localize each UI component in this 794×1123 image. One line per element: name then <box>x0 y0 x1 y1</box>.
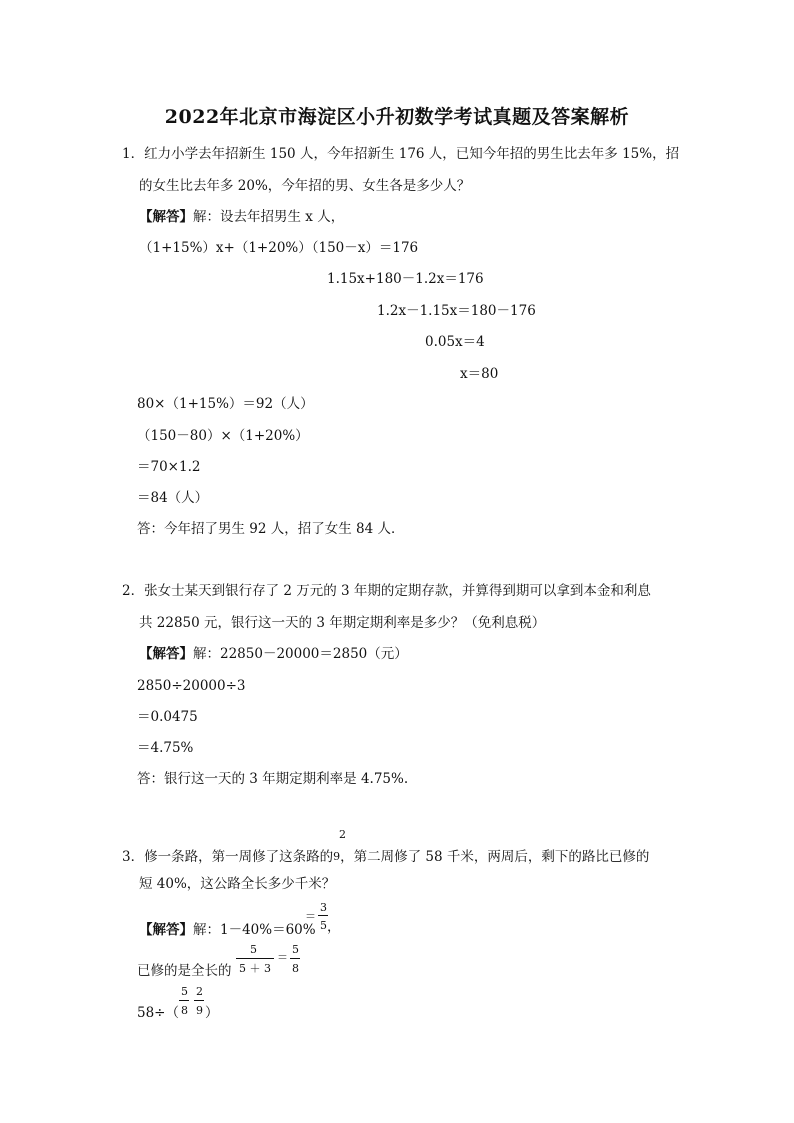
q1-equation-3: 1.2x－1.15x＝180－176 <box>377 303 536 319</box>
equals-sign: ＝ <box>305 910 316 923</box>
q1-calc-1: 80×（1+15%）＝92（人） <box>137 396 314 412</box>
answer-label: 【解答】 <box>139 922 193 938</box>
comma: ， <box>327 919 341 935</box>
fraction-bar <box>194 1000 204 1001</box>
q3-line-c: 58÷（ <box>137 1005 179 1021</box>
fraction-2-9-denominator: 9 <box>196 1004 203 1017</box>
q3-line-1 <box>122 848 649 867</box>
q2-line-1: 2．张女士某天到银行存了 2 万元的 3 年期的定期存款，并算得到期可以拿到本金和利息 <box>122 583 651 599</box>
answer-label: 【解答】 <box>139 646 193 662</box>
fraction-numerator: 2 <box>339 828 346 841</box>
q1-equation-2: 1.15x+180－1.2x＝176 <box>327 271 484 287</box>
fraction-bar <box>318 915 328 916</box>
fraction-5-8-denominator: 8 <box>292 962 299 975</box>
q1-calc-4: ＝84（人） <box>137 490 209 506</box>
fraction-5-8b-numerator: 5 <box>181 985 188 998</box>
q2-calc-2: ＝0.0475 <box>137 709 198 725</box>
q1-answer-intro <box>139 208 344 226</box>
answer-text: 解：22850－20000＝2850（元） <box>193 646 408 662</box>
q2-calc-1: 2850÷20000÷3 <box>137 678 246 694</box>
equals-sign: ＝ <box>277 951 288 964</box>
q3-line-b: 已修的是全长的 <box>137 963 232 979</box>
fraction-5-plus-3-denominator: 5 ＋ 3 <box>239 962 271 975</box>
q1-line-1: 1．红力小学去年招新生 150 人，今年招新生 176 人，已知今年招的男生比去年多 15%，招 <box>122 146 680 162</box>
q3-line-1-part-a: 3．修一条路，第一周修了这条路的 <box>122 849 334 865</box>
q1-calc-3: ＝70×1.2 <box>137 459 201 475</box>
q3-line-2: 短 40%，这公路全长多少千米？ <box>139 876 336 892</box>
fraction-2-9-numerator: 2 <box>196 985 203 998</box>
q1-equation-1: （1+15%）x+（1+20%）（150－x）＝176 <box>139 240 419 256</box>
answer-text: 解：1－40%＝60% <box>193 922 316 938</box>
fraction-bar <box>179 1000 189 1001</box>
close-paren: ） <box>205 1005 219 1021</box>
answer-text: 解：设去年招男生 x 人， <box>193 209 345 225</box>
fraction-5-8b-denominator: 8 <box>181 1004 188 1017</box>
fraction-bar <box>236 958 274 959</box>
q1-calc-2: （150－80）×（1+20%） <box>137 428 309 444</box>
q2-final-answer: 答：银行这一天的 3 年期定期利率是 4.75%. <box>137 771 409 787</box>
q1-line-2: 的女生比去年多 20%，今年招的男、女生各是多少人？ <box>139 178 471 194</box>
fraction-denominator: 9 <box>333 850 341 863</box>
q2-answer-intro <box>139 645 408 663</box>
q1-equation-4: 0.05x＝4 <box>425 334 485 350</box>
q3-line-1-part-b: ，第二周修了 58 千米，两周后，剩下的路比已修的 <box>340 849 650 865</box>
answer-label: 【解答】 <box>139 209 193 225</box>
q1-equation-5: x＝80 <box>460 366 499 382</box>
fraction-5-numerator: 5 <box>250 943 257 956</box>
fraction-3-5-numerator: 3 <box>320 901 327 914</box>
q3-answer-intro <box>139 921 316 939</box>
fraction-bar <box>290 958 300 959</box>
q1-final-answer: 答：今年招了男生 92 人，招了女生 84 人． <box>137 521 405 537</box>
q2-line-2: 共 22850 元，银行这一天的 3 年期定期利率是多少？（免利息税） <box>139 615 546 631</box>
fraction-5-8-numerator: 5 <box>292 943 299 956</box>
q2-calc-3: ＝4.75% <box>137 740 194 756</box>
page-title: 2022年北京市海淀区小升初数学考试真题及答案解析 <box>164 106 630 128</box>
fraction-3-5-denominator: 5 <box>320 919 327 932</box>
